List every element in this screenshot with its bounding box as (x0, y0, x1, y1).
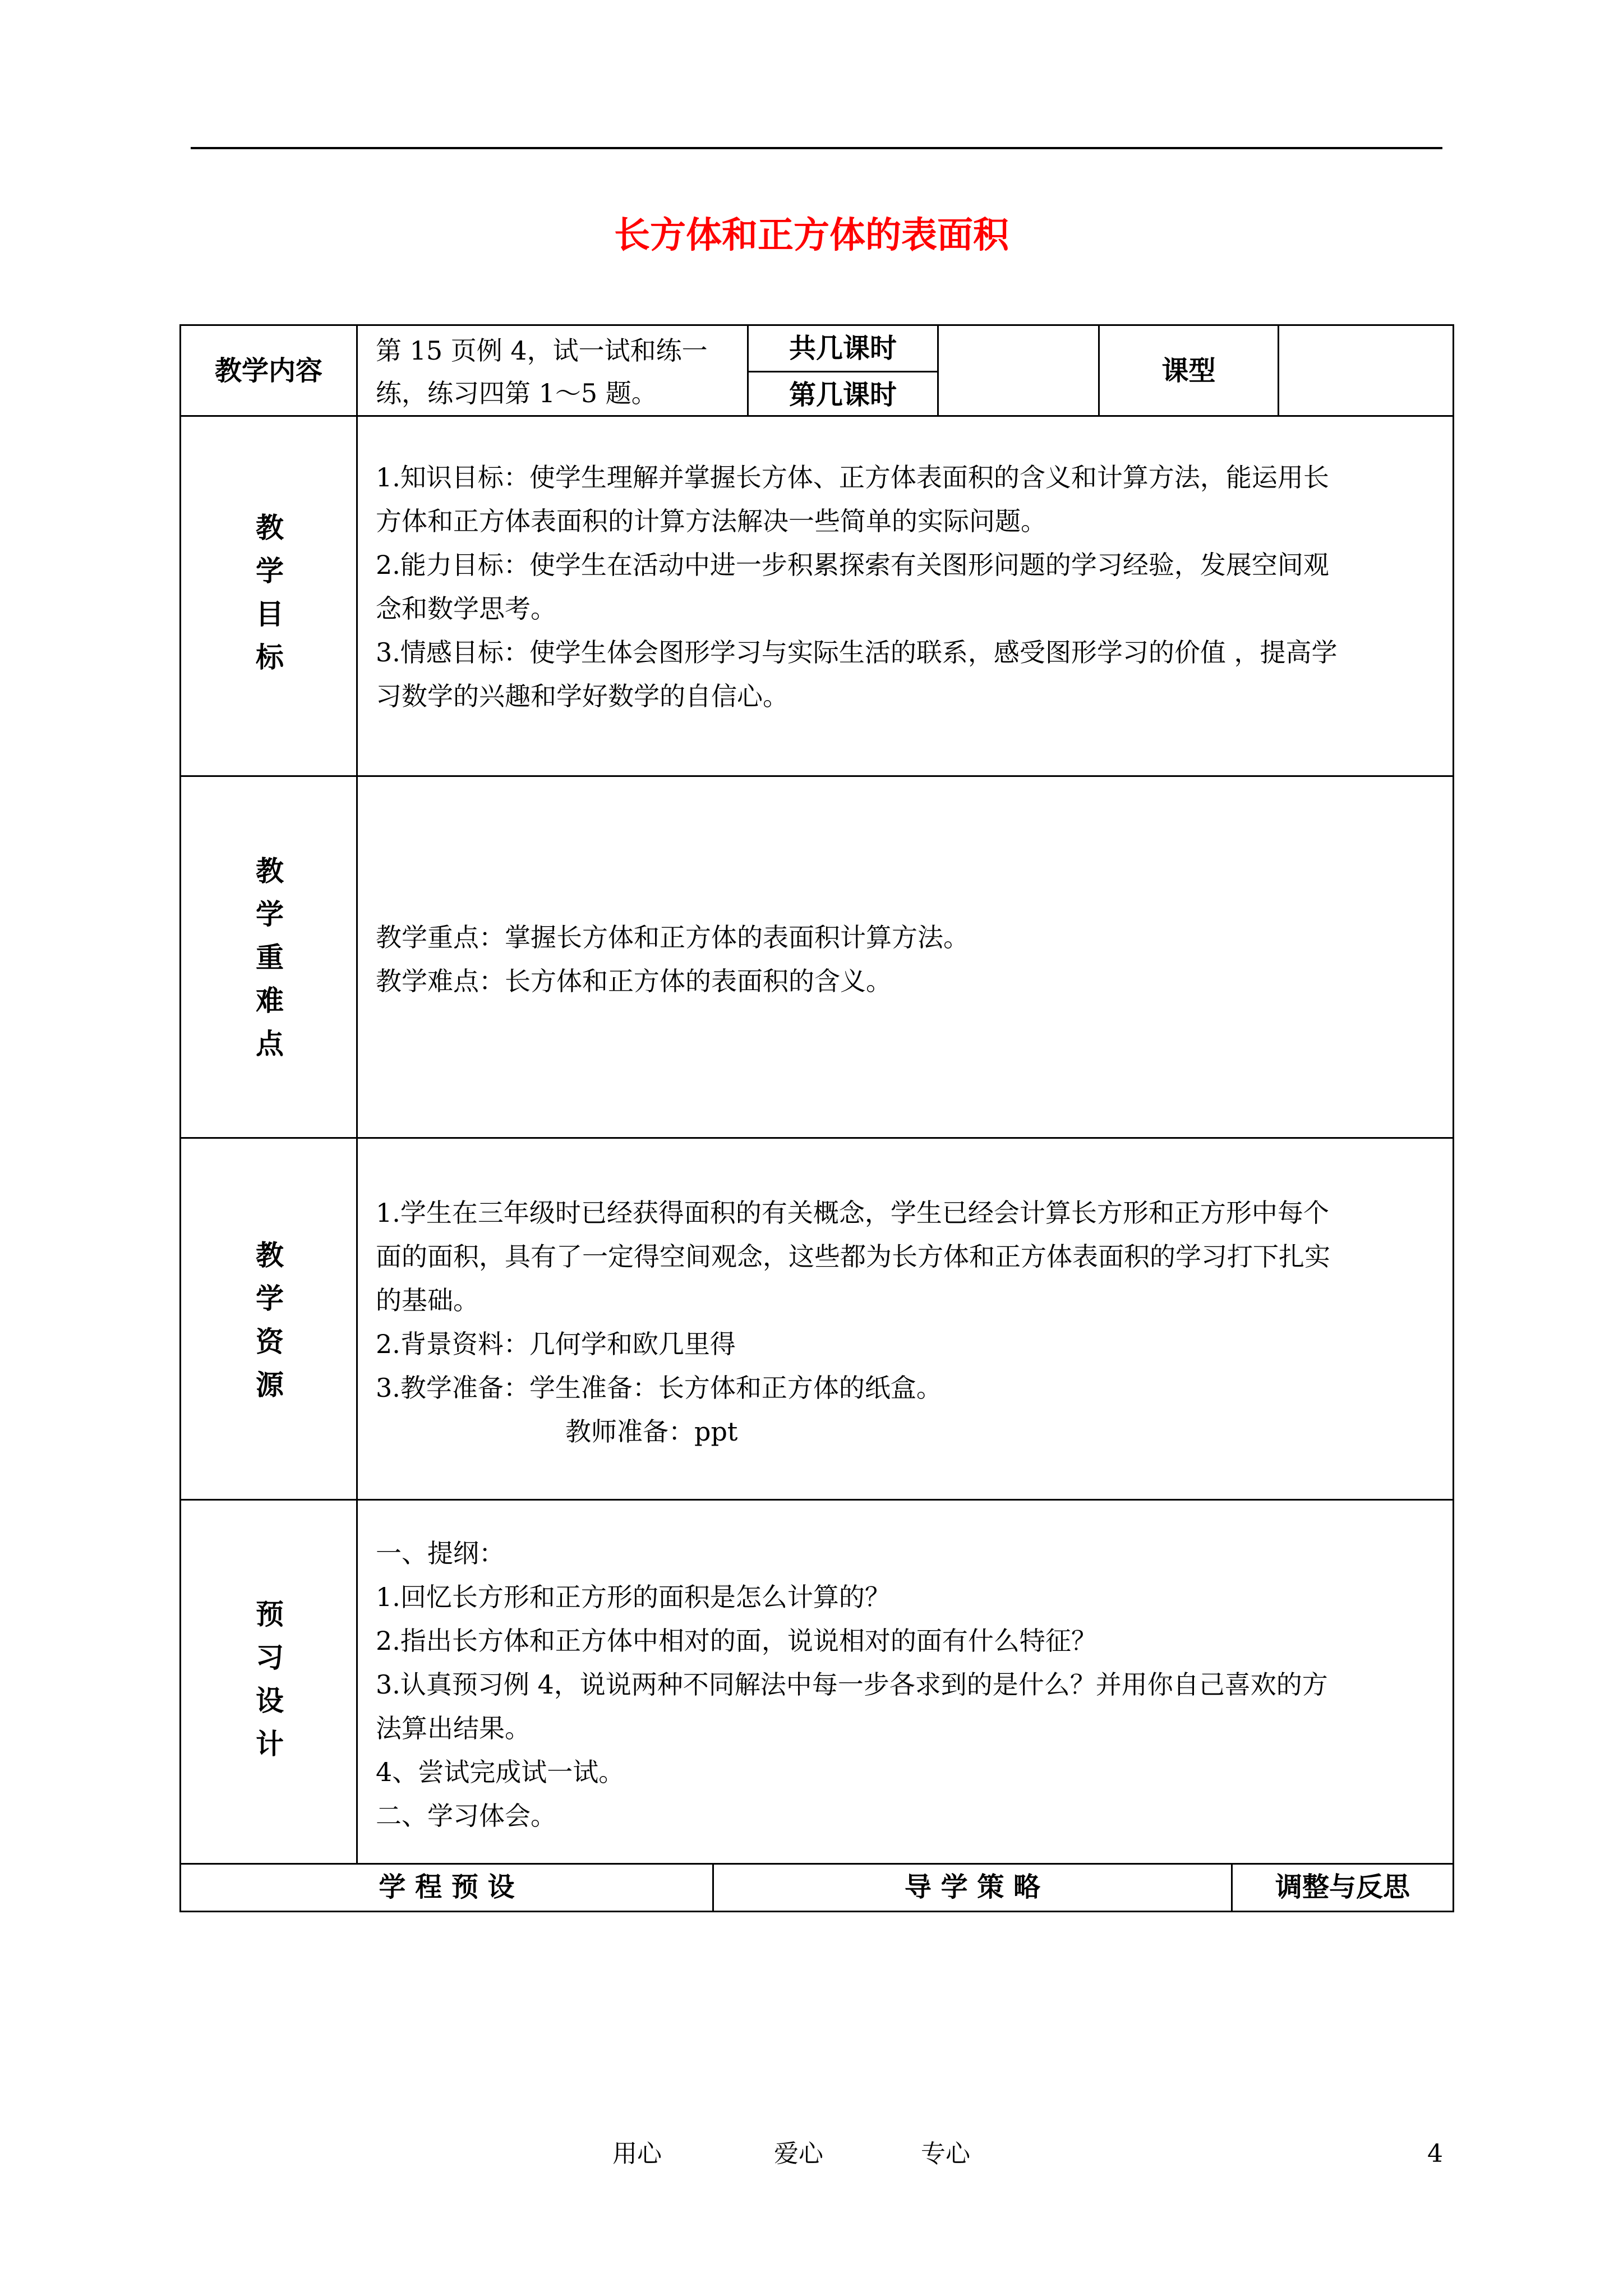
cell-lesson-type-label (1098, 324, 1279, 417)
cell-lesson-type-value (1278, 324, 1454, 417)
lesson-type-label: 课型 (1161, 355, 1216, 386)
resources-label-char: 源 (256, 1369, 284, 1401)
key-points-label-char: 重 (256, 941, 284, 974)
cell-resources-label (179, 1137, 358, 1501)
objectives-label-char: 标 (256, 641, 284, 674)
key-points-label-char: 点 (256, 1028, 284, 1060)
key-points-label-char: 学 (256, 898, 284, 931)
footer-word-focus: 专心 (921, 2139, 970, 2168)
key-points-label-char: 难 (256, 984, 284, 1017)
preview-label-char: 计 (256, 1728, 284, 1760)
resources-line: 教师准备：ppt (565, 1416, 738, 1447)
cell-bottom-header-col2 (712, 1863, 1233, 1912)
preview-line: 1.回忆长方形和正方形的面积是怎么计算的？ (376, 1582, 891, 1612)
key-points-label-char: 教 (256, 855, 284, 887)
resources-line: 面的面积，具有了一定得空间观念，这些都为长方体和正方体表面积的学习打下扎实 (376, 1241, 1330, 1272)
cell-teaching-content-text (356, 324, 749, 417)
which-period-label: 第几课时 (789, 379, 897, 411)
resources-label-char: 教 (256, 1239, 284, 1272)
teaching-content-line1: 第 15 页例 4，试一试和练一 (376, 335, 708, 366)
preview-line: 法算出结果。 (376, 1713, 531, 1743)
teaching-content-line2: 练，练习四第 1～5 题。 (376, 378, 657, 408)
cell-teaching-content-label (179, 324, 358, 417)
header-rule (191, 147, 1442, 149)
resources-line: 3.教学准备：学生准备：长方体和正方体的纸盒。 (376, 1373, 942, 1403)
resources-label-char: 资 (256, 1326, 284, 1358)
key-points-content (376, 915, 1441, 1003)
preview-label-char: 设 (256, 1685, 284, 1717)
preview-line: 2.指出长方体和正方体中相对的面，说说相对的面有什么特征？ (376, 1626, 1097, 1656)
cell-objectives-label (179, 415, 358, 777)
objectives-label (181, 507, 358, 679)
objectives-label-char: 教 (256, 512, 284, 544)
preview-line: 一、提纲： (376, 1538, 505, 1568)
resources-line: 1.学生在三年级时已经获得面积的有关概念，学生已经会计算长方形和正方形中每个 (376, 1198, 1329, 1228)
objectives-label-char: 目 (256, 598, 284, 631)
preview-line: 4、尝试完成试一试。 (376, 1757, 625, 1787)
cell-key-points-label (179, 775, 358, 1139)
total-periods-label: 共几课时 (789, 333, 897, 364)
cell-bottom-header-col3 (1231, 1863, 1454, 1912)
objectives-line: 习数学的兴趣和学好数学的自信心。 (376, 681, 789, 711)
cell-which-period-label (747, 371, 939, 417)
key-points-line: 教学重点：掌握长方体和正方体的表面积计算方法。 (376, 922, 969, 953)
bottom-header-col3: 调整与反思 (1275, 1871, 1410, 1903)
document-title: 长方体和正方体的表面积 (614, 215, 1009, 256)
preview-line: 3.认真预习例 4，说说两种不同解法中每一步各求到的是什么？并用你自己喜欢的方 (376, 1669, 1328, 1700)
resources-label (181, 1234, 358, 1407)
preview-label (181, 1593, 358, 1766)
cell-period-values (937, 324, 1100, 417)
resources-line: 2.背景资料：几何学和欧几里得 (376, 1329, 736, 1359)
key-points-label (181, 850, 358, 1066)
resources-content (376, 1191, 1441, 1453)
preview-label-char: 预 (256, 1598, 284, 1631)
footer-word-love: 爱心 (774, 2139, 823, 2168)
objectives-label-char: 学 (256, 555, 284, 587)
resources-line: 的基础。 (376, 1285, 479, 1315)
cell-preview-label (179, 1499, 358, 1865)
objectives-line: 1.知识目标：使学生理解并掌握长方体、正方体表面积的含义和计算方法，能运用长 (376, 462, 1329, 493)
preview-label-char: 习 (256, 1641, 284, 1674)
objectives-content (376, 455, 1441, 718)
bottom-header-col1: 学 程 预 设 (379, 1871, 515, 1903)
objectives-line: 方体和正方体表面积的计算方法解决一些简单的实际问题。 (376, 506, 1046, 536)
footer-page-number: 4 (1427, 2139, 1443, 2168)
preview-content (376, 1531, 1441, 1838)
resources-label-char: 学 (256, 1282, 284, 1315)
cell-bottom-header-col1 (179, 1863, 714, 1912)
objectives-line: 念和数学思考。 (376, 593, 556, 624)
objectives-line: 3.情感目标：使学生体会图形学习与实际生活的联系，感受图形学习的价值 ，提高学 (376, 637, 1338, 668)
footer-word-heart: 用心 (612, 2139, 662, 2168)
preview-line: 二、学习体会。 (376, 1801, 556, 1831)
objectives-line: 2.能力目标：使学生在活动中进一步积累探索有关图形问题的学习经验，发展空间观 (376, 550, 1329, 580)
bottom-header-col2: 导 学 策 略 (904, 1871, 1041, 1903)
key-points-line: 教学难点：长方体和正方体的表面积的含义。 (376, 966, 892, 996)
teaching-content-label: 教学内容 (214, 355, 322, 386)
cell-total-periods-label (747, 324, 939, 372)
